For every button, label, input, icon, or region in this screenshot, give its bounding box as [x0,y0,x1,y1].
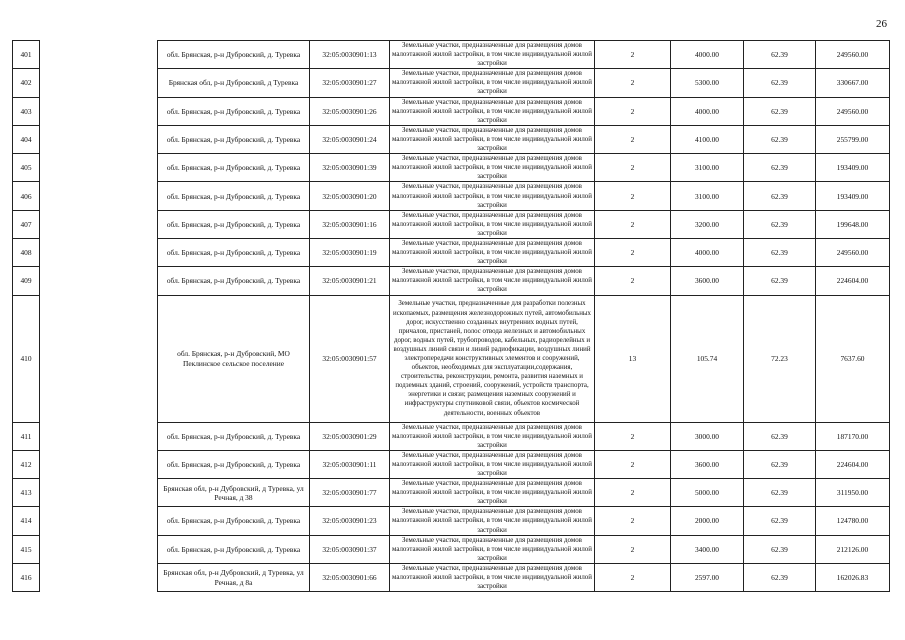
cadastral-value-cell: 187170.00 [816,422,890,450]
area-cell: 3100.00 [671,154,744,182]
land-use-description-cell: Земельные участки, предназначенные для размещения домов малоэтажной жилой застройки, в том числе индивидуальной жилой застройки [390,154,595,182]
cadastral-number-cell: 32:05:0030901:37 [310,535,390,563]
cadastral-number-cell: 32:05:0030901:77 [310,479,390,507]
land-use-description-cell: Земельные участки, предназначенные для размещения домов малоэтажной жилой застройки, в том числе индивидуальной жилой застройки [390,422,595,450]
table-body [13,41,890,592]
area-cell: 3600.00 [671,267,744,295]
address-cell: обл. Брянская, р-н Дубровский, д. Туревка [158,422,310,450]
rate-cell: 62.39 [744,563,816,591]
cadastral-value-cell: 193409.00 [816,154,890,182]
land-use-description-cell: Земельные участки, предназначенные для размещения домов малоэтажной жилой застройки, в том числе индивидуальной жилой застройки [390,41,595,69]
use-code-cell: 2 [595,535,671,563]
cadastral-value-cell: 311950.00 [816,479,890,507]
area-cell: 3100.00 [671,182,744,210]
empty-cell [40,563,158,591]
address-cell: обл. Брянская, р-н Дубровский, д. Туревка [158,125,310,153]
rate-cell: 62.39 [744,182,816,210]
rate-cell: 62.39 [744,479,816,507]
land-use-description-cell: Земельные участки, предназначенные для разработки полезных ископаемых, размещения железнодорожных путей, автомобильных дорог, искусственно созданных внутренних водных путей, причалов, пристаней, полос отвода железных и автомобильных дорог, водных путей, трубопроводов, кабельных, радиорелейных и воздушных линий связи и линий радиофикации, воздушных линий электропередачи конструктивных элементов и сооружений, объектов, необходимых для эксплуатации,содержания, строительства, реконструкции, ремонта, развития наземных и подземных зданий, строений, сооружений, устройств транспорта, энергетики и связи; размещения наземных сооружений и инфраструктуры спутниковой связи, объектов космической деятельности, военных объектов [390,295,595,422]
use-code-cell: 2 [595,422,671,450]
area-cell: 3600.00 [671,450,744,478]
area-cell: 2000.00 [671,507,744,535]
address-cell: обл. Брянская, р-н Дубровский, д. Туревка [158,182,310,210]
address-cell: Брянская обл, р-н Дубровский, д Туревка, ул Речная, д 38 [158,479,310,507]
cadastral-value-cell: 124780.00 [816,507,890,535]
cadastral-value-cell: 193409.00 [816,182,890,210]
empty-cell [40,210,158,238]
cadastral-value-cell: 330667.00 [816,69,890,97]
rate-cell: 62.39 [744,69,816,97]
row-number: 412 [13,450,40,478]
area-cell: 4000.00 [671,238,744,266]
address-cell: обл. Брянская, р-н Дубровский, МО Пеклинское сельское поселение [158,295,310,422]
use-code-cell: 2 [595,450,671,478]
use-code-cell: 2 [595,125,671,153]
address-cell: обл. Брянская, р-н Дубровский, д. Туревка [158,210,310,238]
cadastral-value-cell: 249560.00 [816,97,890,125]
empty-cell [40,295,158,422]
address-cell: обл. Брянская, р-н Дубровский, д. Туревка [158,507,310,535]
use-code-cell: 2 [595,210,671,238]
address-cell: Брянская обл, р-н Дубровский, д Туревка [158,69,310,97]
cadastral-number-cell: 32:05:0030901:19 [310,238,390,266]
table-row [13,267,890,295]
empty-cell [40,507,158,535]
address-cell: обл. Брянская, р-н Дубровский, д. Туревка [158,535,310,563]
row-number: 408 [13,238,40,266]
land-use-description-cell: Земельные участки, предназначенные для размещения домов малоэтажной жилой застройки, в том числе индивидуальной жилой застройки [390,479,595,507]
use-code-cell: 2 [595,479,671,507]
land-use-description-cell: Земельные участки, предназначенные для размещения домов малоэтажной жилой застройки, в том числе индивидуальной жилой застройки [390,507,595,535]
cadastral-number-cell: 32:05:0030901:66 [310,563,390,591]
table-row [13,479,890,507]
cadastral-value-cell: 7637.60 [816,295,890,422]
area-cell: 4000.00 [671,41,744,69]
cadastral-number-cell: 32:05:0030901:16 [310,210,390,238]
use-code-cell: 2 [595,97,671,125]
empty-cell [40,154,158,182]
rate-cell: 62.39 [744,535,816,563]
table-row [13,535,890,563]
land-use-description-cell: Земельные участки, предназначенные для размещения домов малоэтажной жилой застройки, в том числе индивидуальной жилой застройки [390,69,595,97]
row-number: 414 [13,507,40,535]
area-cell: 5300.00 [671,69,744,97]
address-cell: обл. Брянская, р-н Дубровский, д. Туревка [158,267,310,295]
row-number: 409 [13,267,40,295]
land-use-description-cell: Земельные участки, предназначенные для размещения домов малоэтажной жилой застройки, в том числе индивидуальной жилой застройки [390,267,595,295]
land-use-description-cell: Земельные участки, предназначенные для размещения домов малоэтажной жилой застройки, в том числе индивидуальной жилой застройки [390,210,595,238]
empty-cell [40,238,158,266]
cadastral-value-cell: 162026.83 [816,563,890,591]
table-row [13,125,890,153]
cadastral-value-cell: 212126.00 [816,535,890,563]
row-number: 402 [13,69,40,97]
use-code-cell: 2 [595,238,671,266]
table-row [13,69,890,97]
area-cell: 3000.00 [671,422,744,450]
area-cell: 4100.00 [671,125,744,153]
empty-cell [40,535,158,563]
table-row [13,41,890,69]
empty-cell [40,125,158,153]
land-use-description-cell: Земельные участки, предназначенные для размещения домов малоэтажной жилой застройки, в том числе индивидуальной жилой застройки [390,125,595,153]
use-code-cell: 2 [595,41,671,69]
land-use-description-cell: Земельные участки, предназначенные для размещения домов малоэтажной жилой застройки, в том числе индивидуальной жилой застройки [390,182,595,210]
cadastral-number-cell: 32:05:0030901:57 [310,295,390,422]
address-cell: обл. Брянская, р-н Дубровский, д. Туревка [158,154,310,182]
row-number: 404 [13,125,40,153]
address-cell: обл. Брянская, р-н Дубровский, д. Туревка [158,97,310,125]
row-number: 411 [13,422,40,450]
area-cell: 3200.00 [671,210,744,238]
area-cell: 105.74 [671,295,744,422]
rate-cell: 62.39 [744,422,816,450]
rate-cell: 62.39 [744,507,816,535]
cadastral-number-cell: 32:05:0030901:39 [310,154,390,182]
row-number: 415 [13,535,40,563]
land-use-description-cell: Земельные участки, предназначенные для размещения домов малоэтажной жилой застройки, в том числе индивидуальной жилой застройки [390,450,595,478]
rate-cell: 62.39 [744,450,816,478]
address-cell: обл. Брянская, р-н Дубровский, д. Туревка [158,450,310,478]
table-row [13,238,890,266]
row-number: 410 [13,295,40,422]
page-number: 26 [876,18,887,30]
table-row [13,182,890,210]
table-row [13,154,890,182]
cadastral-number-cell: 32:05:0030901:21 [310,267,390,295]
rate-cell: 62.39 [744,41,816,69]
cadastral-number-cell: 32:05:0030901:11 [310,450,390,478]
row-number: 407 [13,210,40,238]
empty-cell [40,182,158,210]
address-cell: обл. Брянская, р-н Дубровский, д. Туревка [158,238,310,266]
cadastral-value-cell: 249560.00 [816,41,890,69]
area-cell: 4000.00 [671,97,744,125]
empty-cell [40,450,158,478]
table-row [13,563,890,591]
cadastral-number-cell: 32:05:0030901:29 [310,422,390,450]
land-use-description-cell: Земельные участки, предназначенные для размещения домов малоэтажной жилой застройки, в том числе индивидуальной жилой застройки [390,238,595,266]
empty-cell [40,97,158,125]
land-use-description-cell: Земельные участки, предназначенные для размещения домов малоэтажной жилой застройки, в том числе индивидуальной жилой застройки [390,535,595,563]
table-row [13,295,890,422]
cadastral-number-cell: 32:05:0030901:24 [310,125,390,153]
row-number: 406 [13,182,40,210]
rate-cell: 62.39 [744,210,816,238]
empty-cell [40,422,158,450]
cadastral-value-table [12,40,890,592]
use-code-cell: 2 [595,267,671,295]
table-row [13,97,890,125]
row-number: 405 [13,154,40,182]
address-cell: обл. Брянская, р-н Дубровский, д. Туревка [158,41,310,69]
table-row [13,210,890,238]
cadastral-number-cell: 32:05:0030901:20 [310,182,390,210]
area-cell: 3400.00 [671,535,744,563]
use-code-cell: 2 [595,182,671,210]
cadastral-value-cell: 224604.00 [816,450,890,478]
empty-cell [40,69,158,97]
row-number: 416 [13,563,40,591]
use-code-cell: 2 [595,154,671,182]
area-cell: 5000.00 [671,479,744,507]
cadastral-number-cell: 32:05:0030901:23 [310,507,390,535]
rate-cell: 62.39 [744,267,816,295]
rate-cell: 62.39 [744,97,816,125]
empty-cell [40,267,158,295]
rate-cell: 72.23 [744,295,816,422]
row-number: 413 [13,479,40,507]
use-code-cell: 2 [595,563,671,591]
cadastral-number-cell: 32:05:0030901:26 [310,97,390,125]
rate-cell: 62.39 [744,238,816,266]
cadastral-number-cell: 32:05:0030901:27 [310,69,390,97]
cadastral-value-cell: 249560.00 [816,238,890,266]
empty-cell [40,41,158,69]
table-row [13,507,890,535]
rate-cell: 62.39 [744,125,816,153]
row-number: 401 [13,41,40,69]
table-row [13,422,890,450]
land-use-description-cell: Земельные участки, предназначенные для размещения домов малоэтажной жилой застройки, в том числе индивидуальной жилой застройки [390,563,595,591]
use-code-cell: 13 [595,295,671,422]
address-cell: Брянская обл, р-н Дубровский, д Туревка, ул Речная, д 8а [158,563,310,591]
use-code-cell: 2 [595,507,671,535]
rate-cell: 62.39 [744,154,816,182]
cadastral-value-cell: 224604.00 [816,267,890,295]
cadastral-value-cell: 199648.00 [816,210,890,238]
area-cell: 2597.00 [671,563,744,591]
use-code-cell: 2 [595,69,671,97]
land-use-description-cell: Земельные участки, предназначенные для размещения домов малоэтажной жилой застройки, в том числе индивидуальной жилой застройки [390,97,595,125]
cadastral-number-cell: 32:05:0030901:13 [310,41,390,69]
table-row [13,450,890,478]
cadastral-value-cell: 255799.00 [816,125,890,153]
row-number: 403 [13,97,40,125]
empty-cell [40,479,158,507]
